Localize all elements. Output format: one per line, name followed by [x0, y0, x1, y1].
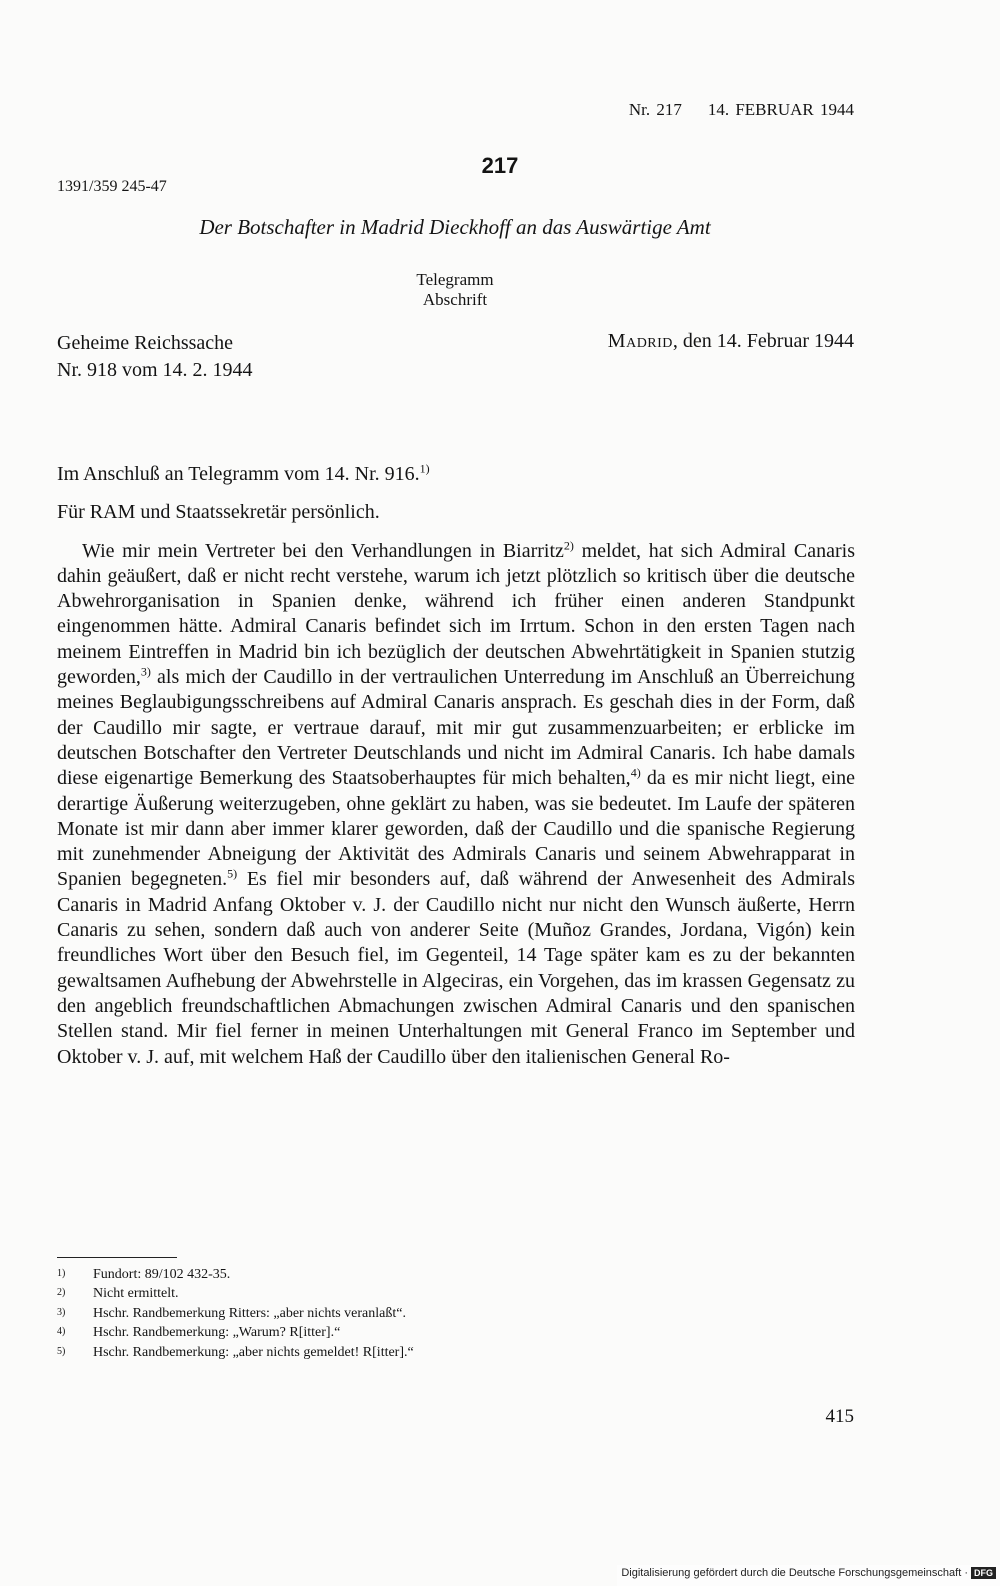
main-paragraph: Wie mir mein Vertreter bei den Verhandlungen in Biarritz$^{2)}$ meldet, hat sich Admiral Canaris dahin geäußert, daß er nicht recht verstehe, warum ich jetzt plötzlich so kritisch über die deutsche Abwehrorganisation in Spanien denke, während ich früher einen anderen Standpunkt eingenommen hätte. Admiral Canaris befindet sich im Irrtum. Schon in den ersten Tagen nach meinem Eintreffen in Madrid bin ich bezüglich der deutschen Abwehrtätigkeit in Spanien stutzig geworden,$^{3)}$ als mich der Caudillo in der vertraulichen Unterredung im Anschluß an Überreichung meines Beglaubigungsschreibens auf Admiral Canaris ansprach. Es geschah dies in der Form, daß der Caudillo mir sagte, er vertraue darauf, mit mir gut zusammenzuarbeiten; er erblicke im deutschen Botschafter den Vertreter Deutschlands und nicht im Admiral Canaris. Ich habe damals diese eigenartige Bemerkung des Staatsoberhauptes für mich behalten,$^{4)}$ da es mir nicht liegt, eine derartige Äußerung weiterzugeben, ohne geklärt zu haben, was sie bedeutet. Im Laufe der späteren Monate ist mir dann aber immer klarer geworden, daß der Caudillo und die spanische Regierung mit zunehmender Abneigung der Aktivität des Admirals Canaris und seinem Abwehrapparat in Spanien begegneten.$^{5)}$ Es fiel mir besonders auf, daß während der Anwesenheit des Admirals Canaris in Madrid Anfang Oktober v. J. der Caudillo nicht nur nicht den Wunsch äußerte, Herrn Canaris zu sehen, sondern daß auch von anderer Seite (Muñoz Grandes, Jordana, Vigón) kein freundliches Wort über den Besuch fiel, im Gegenteil, 14 Tage später kam es zu der bekannten gewaltsamen Aufhebung der Abwehrstelle in Algeciras, ein Vorgehen, das im krassen Gegensatz zu den angeblich freundschaftlichen Abmachungen zwischen Admiral Canaris und den spanischen Stellen stand. Mir fiel ferner in meinen Unterhaltungen mit General Franco im September und Oktober v. J. auf, mit welchem Haß der Caudillo über den italienischen General Ro- — [57, 537, 856, 1068]
telegram-number: Nr. 918 vom 14. 2. 1944 — [57, 359, 253, 381]
dfg-logo: DFG — [971, 1567, 996, 1579]
footnote-ref: 1) — [419, 461, 430, 476]
footnote-ref: 2) — [563, 537, 574, 552]
file-reference: 1391/359 245-47 — [57, 178, 167, 195]
body-text — [57, 462, 855, 1070]
footnotes — [57, 1265, 414, 1362]
document-type-telegram: Telegramm — [416, 270, 494, 289]
funding-text: Digitalisierung gefördert durch die Deutsche Forschungsgemeinschaft · — [621, 1567, 968, 1579]
addressee-line: Für RAM und Staatssekretär persönlich. — [57, 501, 380, 524]
date: , den 14. Februar 1944 — [672, 330, 854, 352]
classification-block — [57, 330, 253, 384]
running-head-doc-number: Nr. 217 — [628, 100, 682, 119]
running-head — [629, 100, 854, 120]
classification: Geheime Reichssache — [57, 332, 234, 354]
footnote-4: 4) Hschr. Randbemerkung: „Warum? R[itter].“ — [57, 1325, 341, 1341]
reference-text: Im Anschluß an Telegramm vom 14. Nr. 916. — [57, 463, 420, 485]
footnote-5: 5) Hschr. Randbemerkung: „aber nichts gemeldet! R[itter].“ — [57, 1344, 414, 1360]
page-number: 415 — [825, 1406, 854, 1427]
footnote-1: 1) Fundort: 89/102 432-35. — [57, 1267, 231, 1282]
document-title: Der Botschafter in Madrid Dieckhoff an das Auswärtige Amt — [199, 215, 711, 239]
funding-notice — [617, 1565, 1000, 1586]
footnote-3: 3) Hschr. Randbemerkung Ritters: „aber nichts veranlaßt“. — [57, 1305, 406, 1321]
footnote-2: 2) Nicht ermittelt. — [57, 1286, 179, 1302]
document-type-copy: Abschrift — [422, 290, 488, 309]
document-number: 217 — [481, 153, 519, 178]
place-date — [608, 330, 854, 353]
footnote-ref: 3) — [140, 664, 151, 679]
footnote-divider — [57, 1257, 177, 1258]
running-head-date: 14. FEBRUAR 1944 — [707, 100, 854, 119]
reference-line — [57, 462, 855, 487]
place: Madrid — [607, 330, 673, 352]
footnote-ref: 4) — [630, 765, 641, 780]
footnote-ref: 5) — [227, 866, 238, 881]
document-type — [0, 270, 910, 310]
